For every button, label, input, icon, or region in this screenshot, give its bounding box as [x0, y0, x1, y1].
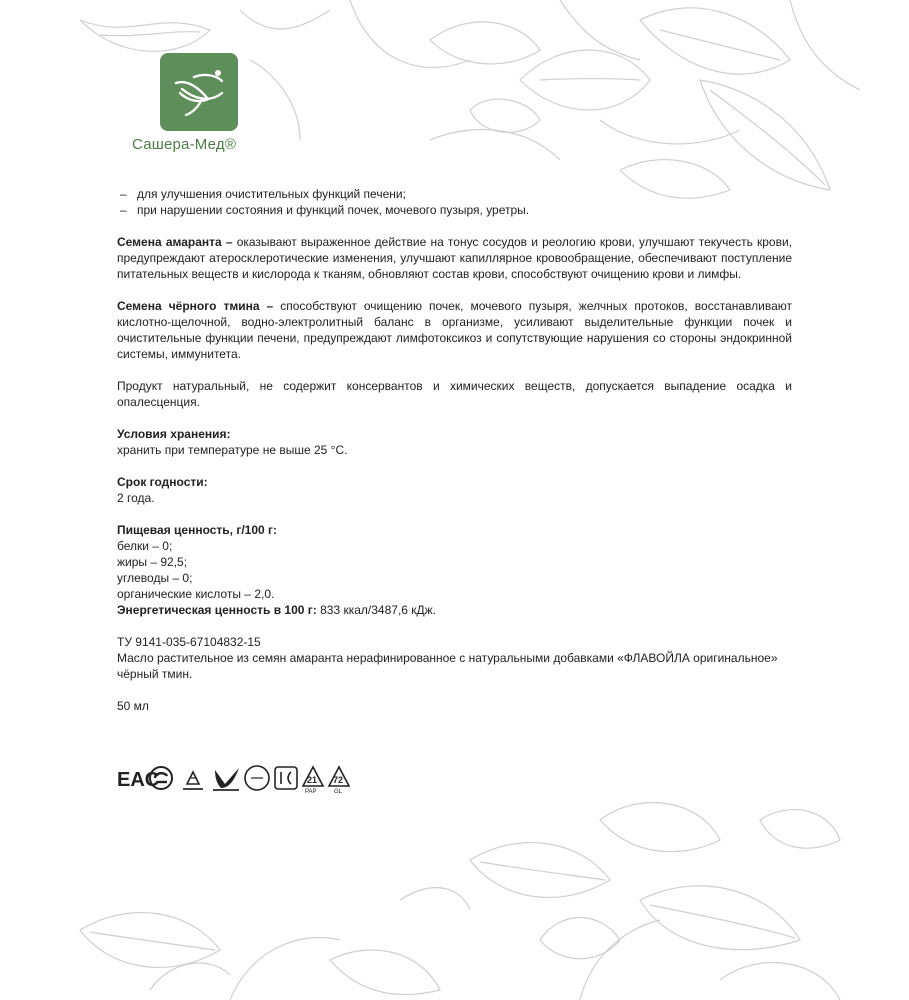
storage-heading: Условия хранения:	[117, 427, 231, 441]
certification-marks	[117, 762, 367, 794]
natural-paragraph: Продукт натуральный, не содержит консервантов и химических веществ, допускается выпадение осадка и опалесценция.	[117, 379, 792, 409]
amaranth-text: оказывают выраженное действие на тонус сосудов и реологию крови, улучшают текучесть крови, предупреждают атеросклеротические изменения, улучшают капиллярное кровообращение, обеспечивают поступление питательных веществ и кислорода к тканям, обновляют состав крови, способствуют очищению крови и лимфы.	[117, 235, 793, 281]
amaranth-paragraph	[117, 234, 792, 282]
energy-heading: Энергетическая ценность в 100 г:	[117, 603, 317, 617]
storage-section	[117, 426, 792, 458]
tu-code: ТУ 9141-035-67104832-15	[117, 635, 261, 649]
svg-text:72: 72	[333, 775, 344, 785]
energy-value: 833 ккал/3487,6 кДж.	[316, 603, 437, 617]
cumin-heading: Семена чёрного тмина –	[117, 299, 281, 313]
cumin-paragraph	[117, 298, 792, 362]
brand-logo	[160, 53, 240, 133]
no-plastics-mark-icon	[213, 768, 239, 791]
document-body	[117, 186, 792, 714]
energy-line	[117, 602, 792, 618]
svg-text:PAP: PAP	[305, 789, 317, 794]
list-item: – для улучшения очистительных функций печени;	[117, 186, 792, 202]
logo-badge	[160, 53, 238, 131]
product-description: Масло растительное из семян амаранта нерафинированное с натуральными добавками «ФЛАВОЙЛА оригинальное» чёрный тмин.	[117, 651, 778, 681]
recycle-72-gl-mark-icon	[329, 767, 349, 794]
recycle-mark-icon	[183, 772, 203, 790]
amaranth-heading: Семена амаранта –	[117, 235, 237, 249]
svg-text:GL: GL	[334, 789, 343, 794]
no-gmo-mark-icon	[245, 766, 269, 790]
product-section	[117, 634, 792, 682]
shelf-life-heading: Срок годности:	[117, 475, 208, 489]
nutrition-section	[117, 522, 792, 618]
eac-mark-icon: EAC	[117, 769, 160, 791]
recycle-21-pap-mark-icon	[303, 767, 323, 794]
cumin-text: способствуют очищению почек, мочевого пузыря, желчных протоков, восстанавливают кислотно-щелочной, водно-электролитный баланс в организме, усиливают выделительные функции почек и очистительные функции печени, предупреждают лимфотоксикоз и сопутствующие нарушения со стороны эндокринной системы, иммунитета.	[117, 299, 792, 361]
storage-text: хранить при температуре не выше 25 °С.	[117, 443, 348, 457]
nutrition-heading: Пищевая ценность, г/100 г:	[117, 523, 278, 537]
shelf-life-text: 2 года.	[117, 491, 155, 505]
volume: 50 мл	[117, 699, 149, 713]
nutrition-item: органические кислоты – 2,0.	[117, 587, 275, 601]
nutrition-item: жиры – 92,5;	[117, 555, 188, 569]
swallow-leaf-icon	[160, 53, 238, 131]
usage-list	[117, 186, 792, 218]
nutrition-item: углеводы – 0;	[117, 571, 193, 585]
glass-fork-mark-icon	[275, 767, 297, 789]
svg-text:21: 21	[307, 775, 318, 785]
list-item: – при нарушении состояния и функций почек, мочевого пузыря, уретры.	[117, 202, 792, 218]
nutrition-item: белки – 0;	[117, 539, 173, 553]
brand-name: Сашера-Мед®	[132, 136, 237, 153]
shelf-life-section	[117, 474, 792, 506]
